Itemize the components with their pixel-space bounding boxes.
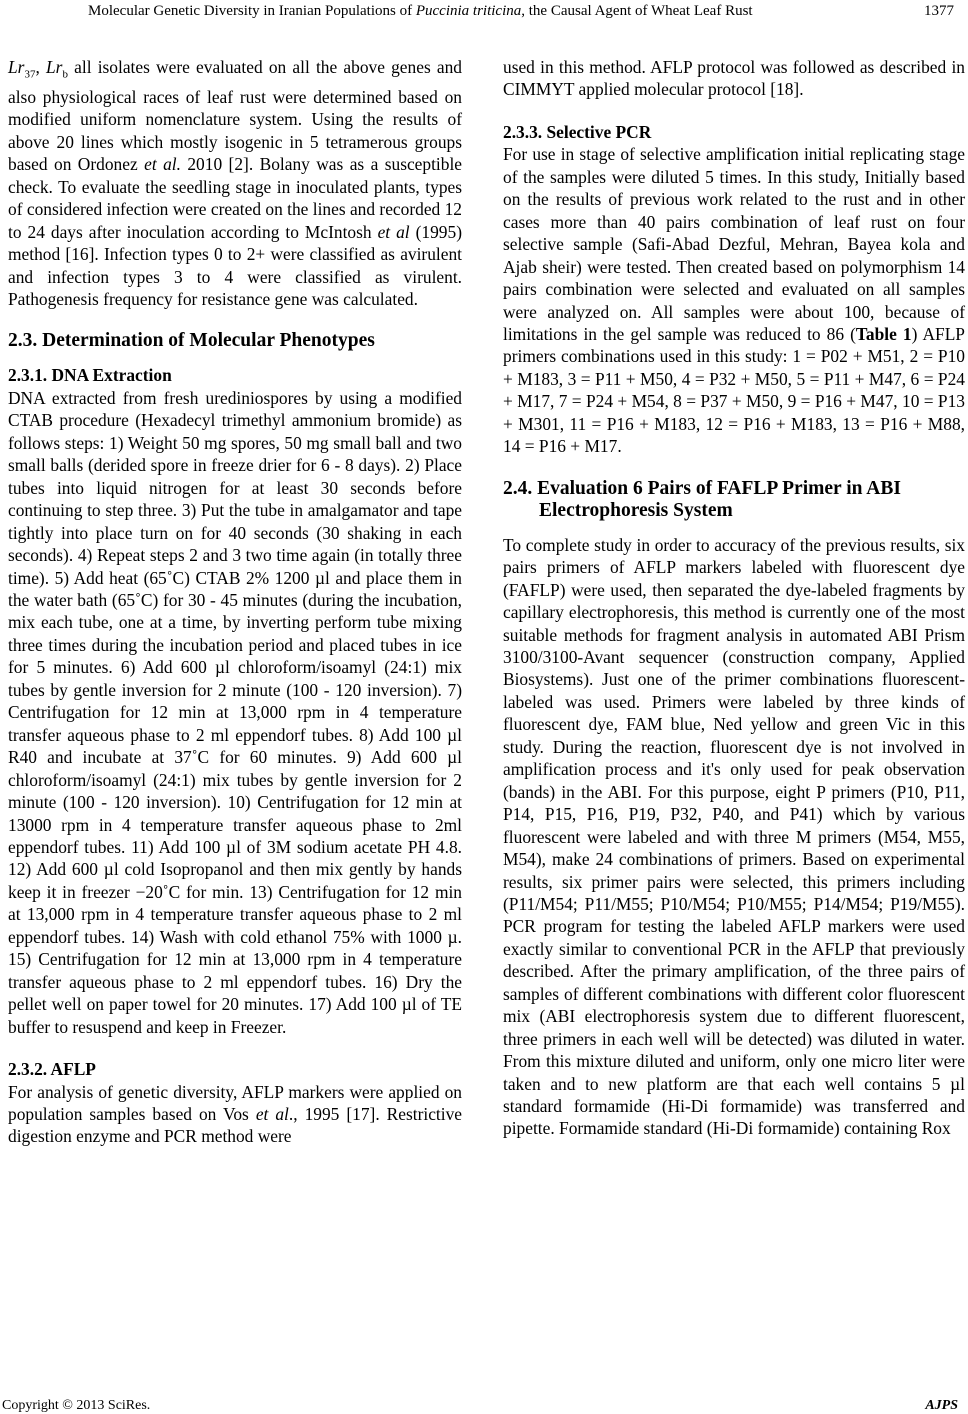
journal-abbreviation: AJPS — [925, 1398, 958, 1413]
running-title-prefix: Molecular Genetic Diversity in Iranian Populations of — [88, 3, 416, 19]
pcr-text-1: For use in stage of selective amplification initial replicating stage of the samples were diluted 5 times. In this study, Initially based on the results of previous work related to the rust and in other cases more than 40 pairs combination of leaf rust on four selective sample (Safi-Abad Dezful, Mehran, Bayea kola and Ajab sheir) were tested. Then created based on polymorphism 14 pairs combination were selected and evaluated on all samples were analyzed on. All samples were about 100, because of limitations in the gel sample was reduced to 86 ( — [503, 144, 965, 344]
spacer — [8, 352, 462, 364]
spacer — [503, 101, 965, 121]
left-column — [8, 56, 462, 1148]
running-title-species: Puccinia triticina — [415, 3, 522, 19]
intro-paragraph: $Lr_{37}$, $Lr_b$ all isolates were evaluated on all the above genes and also physiological races of leaf rust were determined based on modified uniform nomenclature system. Using the results of above 20 lines which mostly isogenic in 5 tetramerous groups based on Ordonez et al. 2010 [2]. Bolany was as a susceptible check. To evaluate the seedling stage in inoculated plants, types of considered infection were created on the lines and recorded 12 to 24 days after inoculation according to McIntosh et al (1995) method [16]. Infection types 0 to 2+ were classified as avirulent and infection types 3 to 4 were classified as virulent. Pathogenesis frequency for resistance gene was calculated. — [8, 57, 463, 309]
spacer — [503, 522, 965, 534]
right-column — [503, 56, 965, 1140]
aflp-paragraph — [8, 1081, 462, 1148]
gene-lr37: Lr — [8, 57, 25, 77]
running-header — [0, 0, 968, 22]
subsection-heading-dna-extraction: 2.3.1. DNA Extraction — [8, 365, 172, 386]
gene-lrb: Lr — [46, 57, 63, 77]
faflp-paragraph: To complete study in order to accuracy of the previous results, six pairs primers of AFLP markers labeled with fluorescent dye (FAFLP) were used, then separated the dye-labeled fragments by capillary electrophoresis, this method is currently one of the most suitable methods for fragment analysis in automated ABI Prism 3100/3100-Avant sequencer (construction company, Applied Biosystems). Just one of the primer combinations fluorescent-labeled was used. Primers were labeled by three kinds of fluorescent dye, FAM blue, Ned yellow and green Vic in this study. During the reaction, fluorescent dye is not involved in amplification process and it's only used for peak observation (bands) in the ABI. For this purpose, eight P primers (P10, P11, P14, P15, P16, P19, P32, P40, and P41) which by various fluorescent were labeled and with three M primers (M54, M55, M54), make 24 combinations of primers. Based on experimental results, six primer pairs were selected, this primers including (P11/M54; P11/M55; P10/M54; P10/M55; P14/M54; P19/M55). PCR program for testing the labeled AFLP markers were used exactly similar to conventional PCR in the AFLP that previously described. After the primary amplification, of the three pairs of samples of different combinations with different color fluorescent mix (ABI electrophoresis system due to different fluorescent, three primers in each well will be detected) was diluted in water. From this mixture diluted and uniform, only one micro liter were taken and to new platform are that each well contains 5 µl standard formamide (Hi-Di formamide) was transferred and pipette. Formamide standard (Hi-Di formamide) containing Rox — [503, 534, 965, 1139]
gene-lr37-subscript: 37 — [24, 68, 36, 81]
aflp-text-2: ., 1995 [17]. Restrictive digestion enzyme and PCR method were — [8, 1103, 462, 1147]
intro-etal-1: et al. — [144, 154, 181, 175]
running-title — [88, 0, 753, 22]
running-title-suffix: , the Causal Agent of Wheat Leaf Rust — [521, 3, 753, 19]
subsection-heading-selective-pcr: 2.3.3. Selective PCR — [503, 121, 652, 142]
subsection-heading-aflp: 2.3.2. AFLP — [8, 1059, 96, 1080]
copyright-notice: Copyright © 2013 SciRes. — [2, 1398, 151, 1413]
section-heading-2-4: 2.4. Evaluation 6 Pairs of FAFLP Primer in ABI Electrophoresis System — [503, 477, 901, 521]
spacer — [503, 458, 965, 478]
aflp-text-1: For analysis of genetic diversity, AFLP markers were applied on population samples based on Vos — [8, 1081, 462, 1124]
gene-lrb-subscript: b — [62, 68, 68, 81]
spacer — [8, 310, 462, 330]
aflp-continued-paragraph: used in this method. AFLP protocol was followed as described in CIMMYT applied molecular protocol [18]. — [503, 57, 965, 100]
intro-text-1: all isolates were evaluated on all the above genes and also physiological races of leaf rust were determined based on modified uniform nomenclature system. Using the results of above 20 lines which mostly isogenic in 5 tetramerous groups based on Ordonez — [8, 57, 463, 175]
table-1-link[interactable]: Table 1 — [855, 323, 912, 344]
selective-pcr-paragraph — [503, 143, 965, 457]
intro-etal-2: et al — [377, 221, 410, 242]
section-heading-2-3: 2.3. Determination of Molecular Phenotypes — [8, 330, 375, 352]
intro-text-2: 2010 [2]. Bolany was as a susceptible check. To evaluate the seedling stage in inoculated plants, types of considered infection were created on the lines and recorded 12 to 24 days after inoculation according to McIntosh — [8, 154, 463, 242]
spacer — [8, 1038, 462, 1058]
intro-text-3: (1995) method [16]. Infection types 0 to 2+ were classified as avirulent and infection types 3 to 4 were classified as virulent. Pathogenesis frequency for resistance gene was calculated. — [8, 221, 462, 309]
dna-extraction-paragraph: DNA extracted from fresh urediniospores by using a modified CTAB procedure (Hexadecyl trimethyl ammonium bromide) as follows steps: 1) Weight 50 mg spores, 50 mg small ball and two small balls (derided spore in freeze drier for 6 - 8 days). 2) Place tubes into liquid nitrogen for at least 30 seconds before continuing to step three. 3) Put the tube in amalgamator and tape tightly into place turn on for 40 seconds (30 shaking in each seconds). 4) Repeat steps 2 and 3 two time again (in totally three time). 5) Add heat (65˚C) CTAB 2% 1200 µl and place them in the water bath (65˚C) for 30 - 45 minutes (during the incubation, mix each tube, one at a time, by inverting perform tube mixing three times during the incubation period and placed tubes in ice for 5 minutes. 6) Add 600 µl chloroform/isoamyl (24:1) mix tubes by gentle inversion for 2 minute (100 - 120 inversion). 7) Centrifugation for 12 min at 13,000 rpm in 4 temperature transfer aqueous phase to 2 ml eppendorf tubes. 8) Add 100 µl R40 and incubate at 37˚C for 60 minutes. 9) Add 600 µl chloroform/isoamyl (24:1) mix tubes by gentle inversion for 2 minute (100 - 120 inversion). 10) Centrifugation for 12 min at 13000 rpm in 4 temperature transfer aqueous phase to 2ml eppendorf tubes. 11) Add 100 µl of 3M sodium acetate PH 4.8. 12) Add 600 µl cold Isopropanol and then mix gently by hands keep it in freezer −20˚C for min. 13) Centrifugation for 12 min at 13,000 rpm in 4 temperature transfer aqueous phase to 2 ml eppendorf tubes. 14) Wash with cold ethanol 75% with 1000 µ. 15) Centrifugation for 12 min at 13,000 rpm in 4 temperature transfer aqueous phase to 2 ml eppendorf tubes. 16) Dry the pellet well on paper towel for 20 minutes. 17) Add 100 µl of TE buffer to resuspend and keep in Freezer. — [8, 387, 462, 1037]
pcr-text-2: ) AFLP primers combinations used in this study: 1 = P02 + M51, 2 = P10 + M183, 3 = P11 + M50, 4 = P32 + M50, 5 = P11 + M47, 6 = P24 + M17, 7 = P24 + M54, 8 = P37 + M50, 9 = P16 + M47, 10 = P13 + M301, 11 = P16 + M183, 12 = P16 + M183, 13 = P16 + M88, 14 = P16 + M17. — [503, 323, 965, 457]
page-number: 1377 — [924, 3, 954, 19]
aflp-etal: et al — [255, 1103, 289, 1124]
